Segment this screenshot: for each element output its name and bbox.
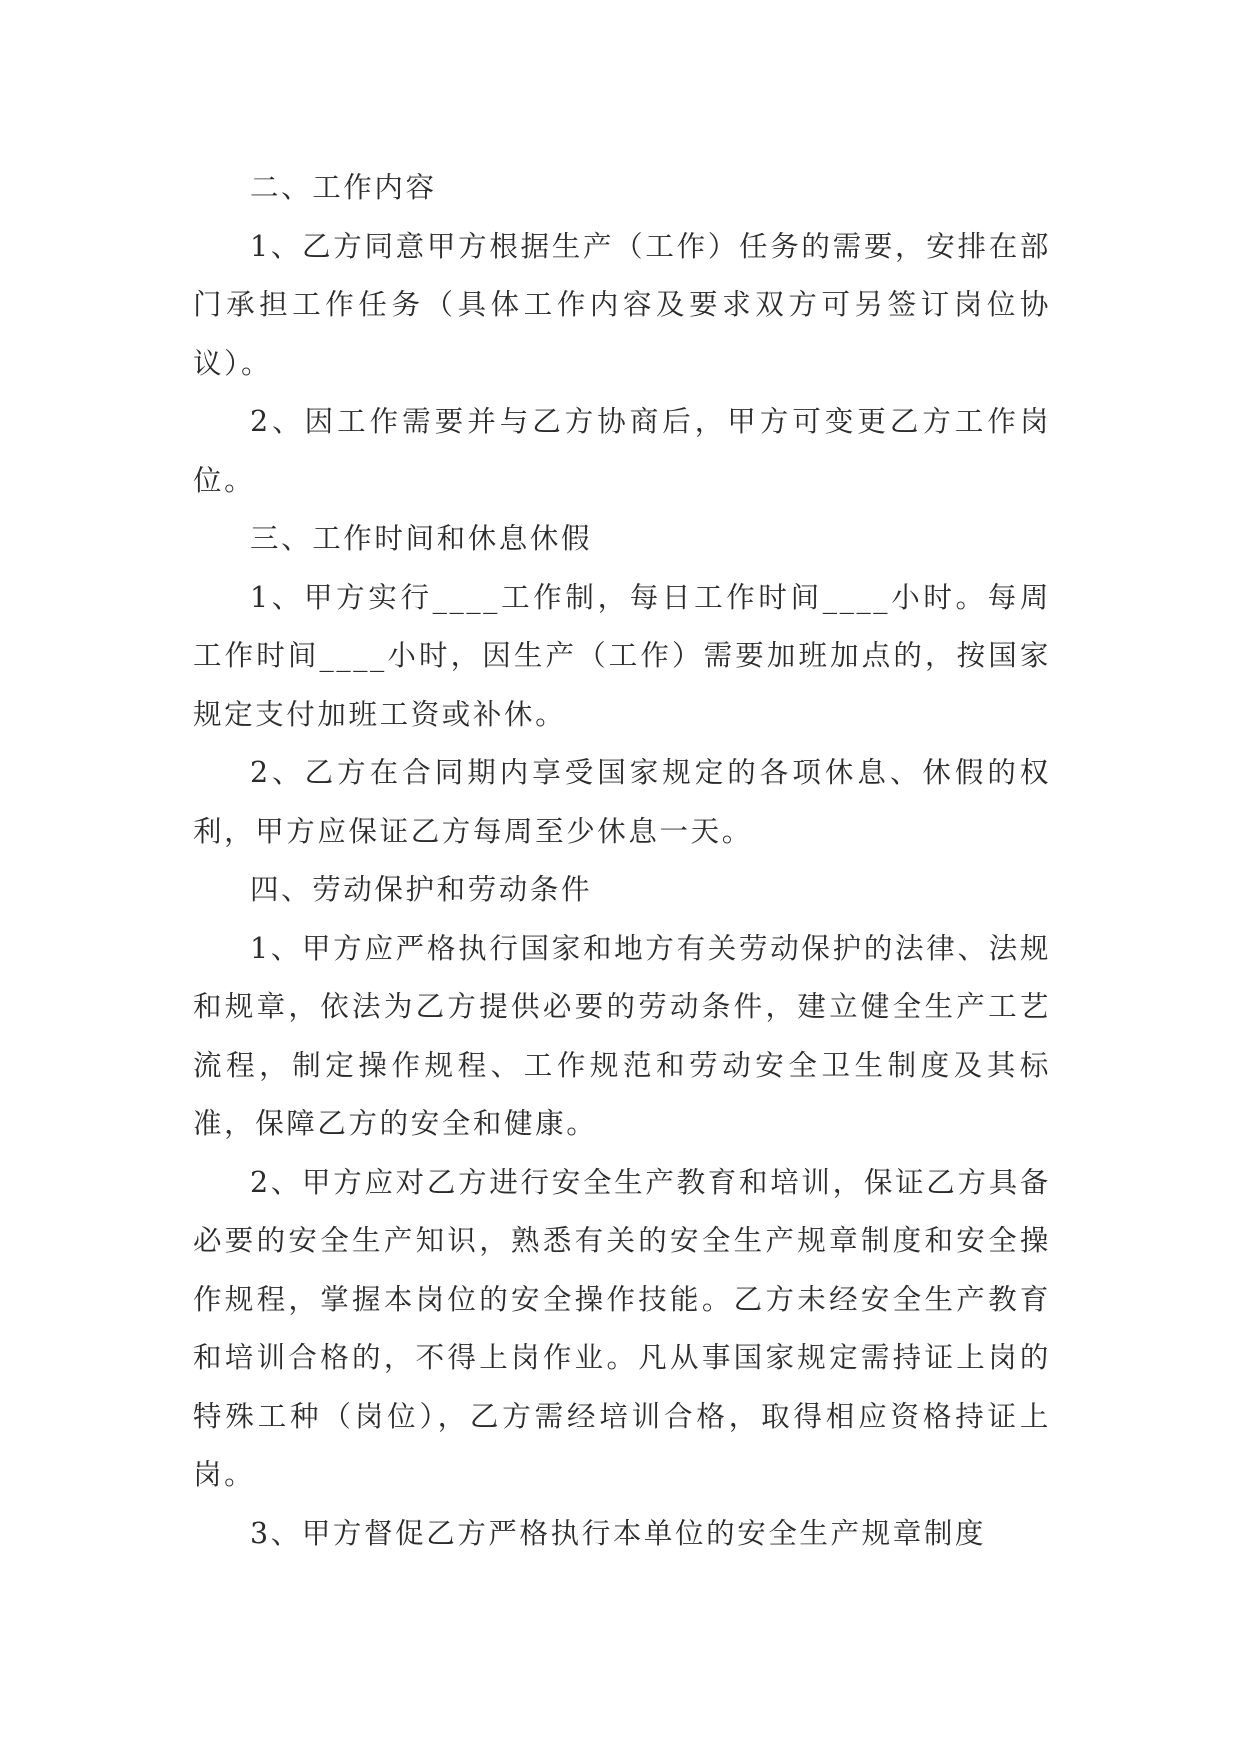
section-heading-working-hours: 三、工作时间和休息休假 [250, 522, 593, 555]
section-heading-labor-protection: 四、劳动保护和劳动条件 [250, 873, 593, 906]
paragraph: 2、甲方应对乙方进行安全生产教育和培训，保证乙方具备必要的安全生产知识，熟悉有关的安全生产规章制度和安全操作规程，掌握本岗位的安全操作技能。乙方未经安全生产教育和培训合格的，不得上岗作业。凡从事国家规定需持证上岗的特殊工种（岗位），乙方需经培训合格，取得相应资格持证上岗。 [193, 1165, 1051, 1491]
document-body [193, 159, 1051, 1563]
paragraph: 1、乙方同意甲方根据生产（工作）任务的需要，安排在部门承担工作任务（具体工作内容及要求双方可另签订岗位协议）。 [193, 229, 1051, 380]
paragraph: 3、甲方督促乙方严格执行本单位的安全生产规章制度 [250, 1516, 987, 1550]
paragraph: 2、乙方在合同期内享受国家规定的各项休息、休假的权利，甲方应保证乙方每周至少休息一天。 [193, 756, 1051, 848]
paragraph: 1、甲方实行____工作制，每日工作时间____小时。每周工作时间____小时，因生产（工作）需要加班加点的，按国家规定支付加班工资或补休。 [193, 580, 1051, 731]
paragraph: 2、因工作需要并与乙方协商后，甲方可变更乙方工作岗位。 [193, 405, 1051, 497]
paragraph: 1、甲方应严格执行国家和地方有关劳动保护的法律、法规和规章，依法为乙方提供必要的劳动条件，建立健全生产工艺流程，制定操作规程、工作规范和劳动安全卫生制度及其标准，保障乙方的安全和健康。 [193, 931, 1051, 1140]
section-heading-work-content: 二、工作内容 [250, 171, 437, 204]
